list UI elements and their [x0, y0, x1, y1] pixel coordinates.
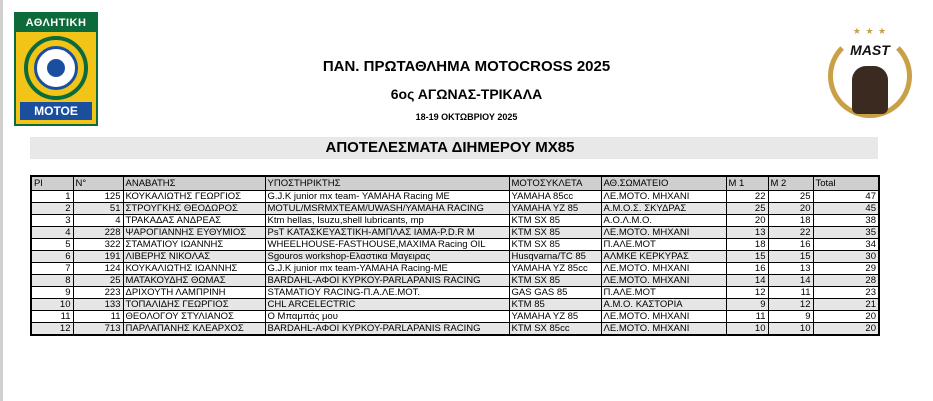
cell-sponsor: Ο Μπαμπάς μου — [265, 311, 509, 323]
col-header-m2: Μ 2 — [768, 176, 813, 191]
cell-sponsor: MOTUL/MSRMXTEAM/UWASH/YAMAHA RACING — [265, 203, 509, 215]
cell-number: 124 — [73, 263, 123, 275]
table-row — [31, 251, 879, 263]
cell-m1: 15 — [726, 251, 768, 263]
cell-m1: 18 — [726, 239, 768, 251]
table-row — [31, 299, 879, 311]
cell-m2: 11 — [768, 287, 813, 299]
cell-number: 191 — [73, 251, 123, 263]
col-header-total: Total — [813, 176, 879, 191]
cell-place: 6 — [31, 251, 73, 263]
table-row — [31, 275, 879, 287]
cell-motorcycle: KTM SX 85 — [509, 215, 601, 227]
cell-m1: 12 — [726, 287, 768, 299]
cell-total: 38 — [813, 215, 879, 227]
cell-sponsor: CHL ARCELECTRIC — [265, 299, 509, 311]
cell-motorcycle: KTM SX 85 — [509, 239, 601, 251]
cell-number: 322 — [73, 239, 123, 251]
cell-sponsor: G.J.K junior mx team-YAMAHA Racing-ME — [265, 263, 509, 275]
cell-total: 28 — [813, 275, 879, 287]
col-header-club: ΑΘ.ΣΩΜΑΤΕΙΟ — [601, 176, 726, 191]
cell-sponsor: Sgouros workshop-Ελαστικα Μαγειρας — [265, 251, 509, 263]
cell-club: ΛΕ.ΜΟΤΟ. ΜΗΧΑΝΙ — [601, 263, 726, 275]
cell-sponsor: PsT ΚΑΤΑΣΚΕΥΑΣΤΙΚΗ-ΑΜΠΛΑΣ ΙΑΜΑ-P.D.R M — [265, 227, 509, 239]
cell-m2: 22 — [768, 227, 813, 239]
results-heading-bar — [30, 137, 878, 159]
cell-total: 47 — [813, 191, 879, 203]
table-row — [31, 227, 879, 239]
table-row — [31, 263, 879, 275]
cell-total: 21 — [813, 299, 879, 311]
cell-rider: ΚΟΥΚΑΛΙΩΤΗΣ ΙΩΑΝΝΗΣ — [123, 263, 265, 275]
stars-icon: ★ ★ ★ — [852, 26, 888, 36]
cell-total: 23 — [813, 287, 879, 299]
cell-club: Α.Μ.Ο. ΚΑΣΤΟΡΙΑ — [601, 299, 726, 311]
cell-m2: 15 — [768, 251, 813, 263]
cell-rider: ΨΑΡΟΓΙΑΝΝΗΣ ΕΥΘΥΜΙΟΣ — [123, 227, 265, 239]
cell-rider: ΣΤΑΜΑΤΙΟΥ ΙΩΑΝΝΗΣ — [123, 239, 265, 251]
cell-sponsor: STAMATIOY RACING-Π.Α.ΛΕ.ΜΟΤ. — [265, 287, 509, 299]
cell-club: ΛΕ.ΜΟΤΟ. ΜΗΧΑΝΙ — [601, 275, 726, 287]
col-header-m1: Μ 1 — [726, 176, 768, 191]
cell-total: 45 — [813, 203, 879, 215]
col-header-sponsor: ΥΠΟΣΤΗΡΙΚΤΗΣ — [265, 176, 509, 191]
cell-place: 3 — [31, 215, 73, 227]
cell-m2: 20 — [768, 203, 813, 215]
cell-m1: 20 — [726, 215, 768, 227]
cell-m2: 12 — [768, 299, 813, 311]
championship-title: ΠΑΝ. ΠΡΩΤΑΘΛΗΜΑ MOTOCROSS 2025 — [322, 58, 611, 75]
cell-club: ΑΛΜΚΕ ΚΕΡΚΥΡΑΣ — [601, 251, 726, 263]
cell-club: Π.ΑΛΕ.ΜΟΤ — [601, 239, 726, 251]
table-row — [31, 191, 879, 203]
cell-club: ΛΕ.ΜΟΤΟ. ΜΗΧΑΝΙ — [601, 191, 726, 203]
logo-name-text: MOTOE — [20, 102, 92, 120]
table-row — [31, 287, 879, 299]
cell-total: 35 — [813, 227, 879, 239]
cell-m2: 13 — [768, 263, 813, 275]
cell-place: 9 — [31, 287, 73, 299]
cell-total: 30 — [813, 251, 879, 263]
cell-m1: 10 — [726, 323, 768, 336]
cell-m2: 9 — [768, 311, 813, 323]
cell-motorcycle: KTM 85 — [509, 299, 601, 311]
col-header-place: Pl — [31, 176, 73, 191]
table-row — [31, 323, 879, 336]
cell-m2: 10 — [768, 323, 813, 336]
cell-m2: 18 — [768, 215, 813, 227]
cell-m1: 25 — [726, 203, 768, 215]
cell-total: 29 — [813, 263, 879, 275]
cell-rider: ΘΕΟΛΟΓΟΥ ΣΤΥΛΙΑΝΟΣ — [123, 311, 265, 323]
cell-sponsor: BARDAHL-ΑΦΟΙ ΚΥΡΚΟΥ-PARLAPANIS RACING — [265, 275, 509, 287]
cell-sponsor: Ktm hellas, Isuzu,shell lubricants, mp — [265, 215, 509, 227]
table-row — [31, 215, 879, 227]
cell-place: 4 — [31, 227, 73, 239]
cell-m2: 16 — [768, 239, 813, 251]
cell-number: 223 — [73, 287, 123, 299]
cell-m1: 11 — [726, 311, 768, 323]
results-heading: ΑΠΟΤΕΛΕΣΜΑΤΑ ΔΙΗΜΕΡΟΥ MX85 — [325, 139, 575, 156]
cell-club: ΛΕ.ΜΟΤΟ. ΜΗΧΑΝΙ — [601, 323, 726, 336]
cell-number: 125 — [73, 191, 123, 203]
cell-m1: 9 — [726, 299, 768, 311]
cell-motorcycle: KTM SX 85cc — [509, 323, 601, 336]
cell-motorcycle: KTM SX 85 — [509, 275, 601, 287]
cell-rider: ΛΙΒΕΡΗΣ ΝΙΚΟΛΑΣ — [123, 251, 265, 263]
cell-club: Α.Ο.Λ.Μ.Ο. — [601, 215, 726, 227]
cell-motorcycle: YAMAHA YZ 85cc — [509, 263, 601, 275]
cell-number: 4 — [73, 215, 123, 227]
cell-place: 7 — [31, 263, 73, 275]
cell-m1: 16 — [726, 263, 768, 275]
cell-place: 1 — [31, 191, 73, 203]
table-row — [31, 311, 879, 323]
cell-m1: 14 — [726, 275, 768, 287]
cell-rider: ΚΟΥΚΑΛΙΩΤΗΣ ΓΕΩΡΓΙΟΣ — [123, 191, 265, 203]
table-header-row — [31, 176, 879, 191]
cell-m2: 14 — [768, 275, 813, 287]
event-title: 6ος ΑΓΩΝΑΣ-ΤΡΙΚΑΛΑ — [390, 86, 543, 102]
cell-motorcycle: YAMAHA YZ 85 — [509, 203, 601, 215]
cell-m2: 25 — [768, 191, 813, 203]
event-dates: 18-19 ΟΚΤΩΒΡΙΟΥ 2025 — [415, 112, 518, 122]
cell-sponsor: G.J.K junior mx team- YAMAHA Racing ME — [265, 191, 509, 203]
cell-place: 12 — [31, 323, 73, 336]
cell-motorcycle: KTM SX 85 — [509, 227, 601, 239]
col-header-number: N° — [73, 176, 123, 191]
cell-total: 20 — [813, 323, 879, 336]
cell-rider: ΔΡΙΧΟΥΤΗ ΛΑΜΠΡΙΝΗ — [123, 287, 265, 299]
cell-number: 228 — [73, 227, 123, 239]
cell-motorcycle: Husqvarna/TC 85 — [509, 251, 601, 263]
cell-number: 133 — [73, 299, 123, 311]
cell-m1: 13 — [726, 227, 768, 239]
cell-place: 2 — [31, 203, 73, 215]
cell-club: Π.ΑΛΕ.ΜΟΤ — [601, 287, 726, 299]
col-header-rider: ΑΝΑΒΑΤΗΣ — [123, 176, 265, 191]
mast-logo-text: MAST — [850, 42, 890, 58]
logo-banner-text: ΑΘΛΗΤΙΚΗ — [16, 14, 96, 32]
cell-sponsor: BARDAHL-ΑΦΟΙ ΚΥΡΚΟΥ-PARLAPANIS RACING — [265, 323, 509, 336]
cell-rider: ΜΑΤΑΚΟΥΔΗΣ ΘΩΜΑΣ — [123, 275, 265, 287]
cell-club: ΛΕ.ΜΟΤΟ. ΜΗΧΑΝΙ — [601, 227, 726, 239]
cell-m1: 22 — [726, 191, 768, 203]
cell-motorcycle: GAS GAS 85 — [509, 287, 601, 299]
cell-rider: ΤΟΠΑΛΙΔΗΣ ΓΕΩΡΓΙΟΣ — [123, 299, 265, 311]
cell-place: 8 — [31, 275, 73, 287]
cell-club: Α.Μ.Ο.Σ. ΣΚΥΔΡΑΣ — [601, 203, 726, 215]
table-row — [31, 239, 879, 251]
cell-place: 10 — [31, 299, 73, 311]
cell-total: 34 — [813, 239, 879, 251]
cell-club: ΛΕ.ΜΟΤΟ. ΜΗΧΑΝΙ — [601, 311, 726, 323]
cell-place: 11 — [31, 311, 73, 323]
cell-rider: ΤΡΑΚΑΔΑΣ ΑΝΔΡΕΑΣ — [123, 215, 265, 227]
cell-place: 5 — [31, 239, 73, 251]
cell-total: 20 — [813, 311, 879, 323]
cell-number: 713 — [73, 323, 123, 336]
cell-sponsor: WHEELHOUSE-FASTHOUSE,MAXIMA Racing OIL — [265, 239, 509, 251]
cell-number: 25 — [73, 275, 123, 287]
cell-motorcycle: YAMAHA YZ 85 — [509, 311, 601, 323]
table-row — [31, 203, 879, 215]
results-table — [30, 175, 880, 336]
cell-rider: ΠΑΡΛΑΠΑΝΗΣ ΚΛΕΑΡΧΟΣ — [123, 323, 265, 336]
cell-number: 11 — [73, 311, 123, 323]
cell-motorcycle: YAMAHA 85cc — [509, 191, 601, 203]
col-header-motorcycle: ΜΟΤΟΣΥΚΛΕΤΑ — [509, 176, 601, 191]
cell-number: 51 — [73, 203, 123, 215]
cell-rider: ΣΤΡΟΥΓΚΗΣ ΘΕΟΔΩΡΟΣ — [123, 203, 265, 215]
